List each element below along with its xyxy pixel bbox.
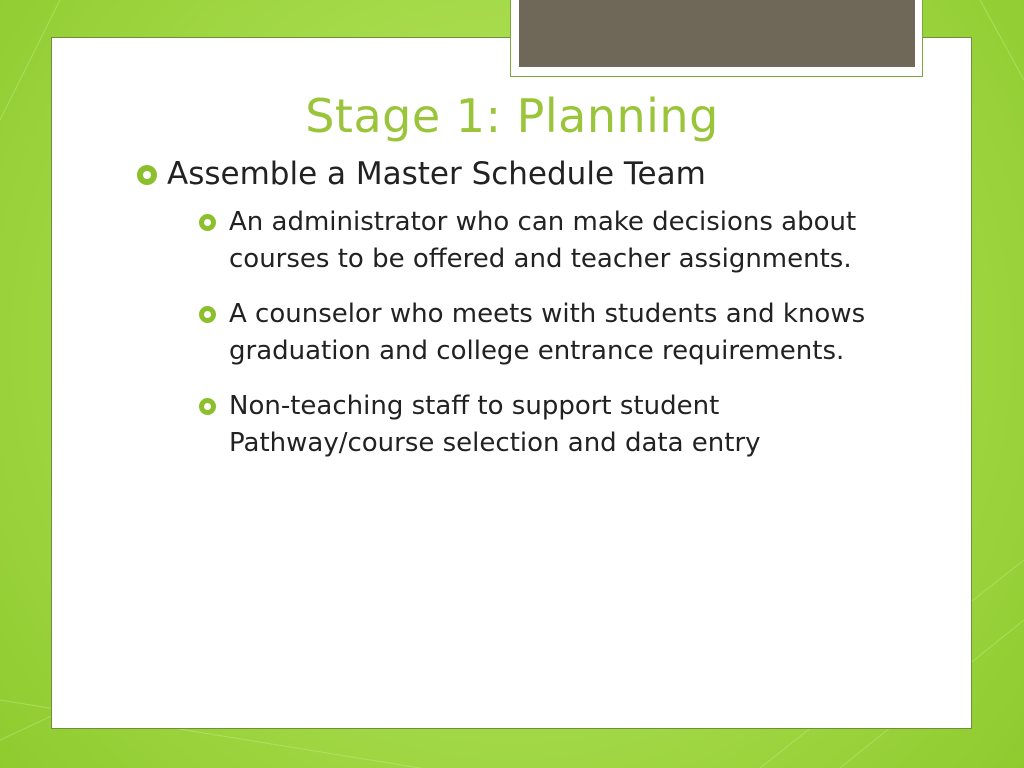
list-item bbox=[199, 204, 907, 278]
list-item bbox=[137, 150, 907, 462]
ring-bullet-icon bbox=[199, 306, 216, 323]
header-tab-decoration bbox=[519, 0, 915, 67]
ring-bullet-icon bbox=[199, 214, 216, 231]
bullet-list bbox=[137, 150, 907, 480]
list-item bbox=[199, 388, 907, 462]
sub-bullet-text: A counselor who meets with students and knows graduation and college entrance requirements. bbox=[229, 299, 866, 366]
sub-bullet-list bbox=[167, 204, 907, 462]
slide-title: Stage 1: Planning bbox=[305, 89, 719, 143]
ring-bullet-icon bbox=[199, 398, 216, 415]
sub-bullet-text: Non-teaching staff to support student Pathway/course selection and data entry bbox=[229, 391, 761, 458]
bullet-text: Assemble a Master Schedule Team bbox=[167, 156, 706, 192]
ring-bullet-icon bbox=[137, 165, 157, 185]
sub-bullet-text: An administrator who can make decisions about courses to be offered and teacher assignments. bbox=[229, 207, 857, 274]
list-item bbox=[199, 296, 907, 370]
